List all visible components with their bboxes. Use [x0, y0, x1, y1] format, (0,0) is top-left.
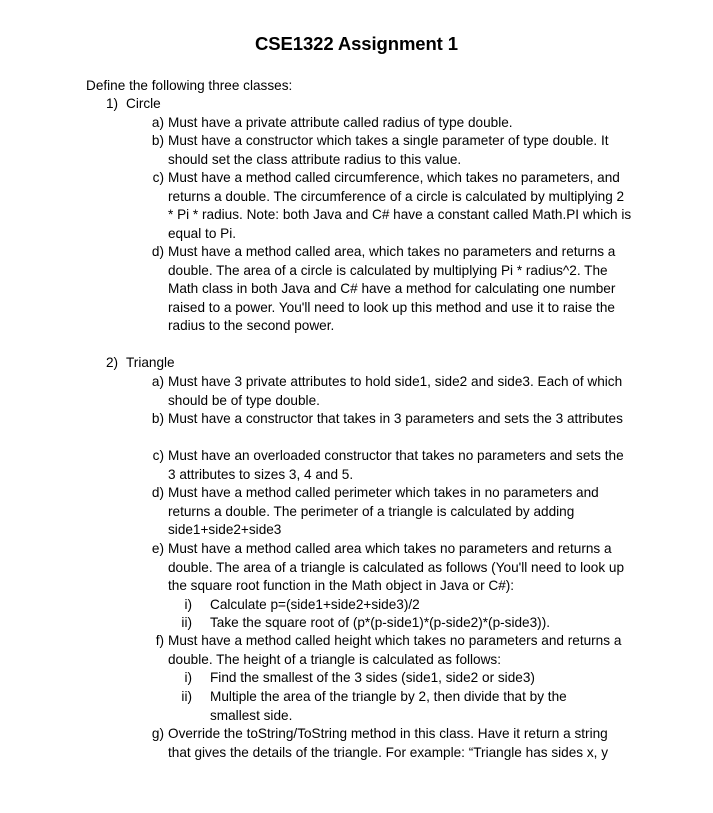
- sublist-item: Multiple the area of the triangle by 2, then divide that by the smallest side.: [210, 689, 567, 723]
- section-label-circle: Circle: [126, 96, 161, 111]
- list-marker: f): [155, 633, 164, 648]
- page-title: CSE1322 Assignment 1: [255, 33, 458, 54]
- list-marker: b): [151, 133, 164, 148]
- list-marker: c): [152, 170, 164, 185]
- list-item: Must have a private attribute called radius of type double.: [168, 115, 513, 130]
- list-item: Must have a method called area, which takes no parameters and returns a double. The area of a circle is calculated by multiplying Pi * radius^2. The Math class in both Java and C# have a method for calculating one number raised to a power. You'll need to look up this method and use it to raise the radius to the second power.: [168, 244, 616, 334]
- list-item: Override the toString/ToString method in this class. Have it return a string that gives the details of the triangle. For example: “Triangle has sides x, y: [168, 726, 608, 760]
- section-number: 2): [106, 355, 119, 370]
- list-marker: a): [151, 115, 164, 130]
- list-item: Must have a method called height which takes no parameters and returns a double. The height of a triangle is calculated as follows:: [168, 633, 622, 667]
- list-item: Must have a constructor that takes in 3 parameters and sets the 3 attributes: [168, 411, 623, 426]
- list-item: Must have a method called circumference, which takes no parameters, and returns a double. The circumference of a circle is calculated by multiplying 2 * Pi * radius. Note: both Java and C# have a constant called Math.PI which is equal to Pi.: [168, 170, 632, 241]
- list-item: Must have 3 private attributes to hold side1, side2 and side3. Each of which should be of type double.: [168, 374, 623, 408]
- intro-text: Define the following three classes:: [86, 78, 293, 93]
- list-item: Must have a constructor which takes a single parameter of type double. It should set the class attribute radius to this value.: [168, 133, 609, 167]
- section-label-triangle: Triangle: [126, 355, 175, 370]
- sublist-marker: i): [184, 597, 192, 612]
- list-marker: c): [152, 448, 164, 463]
- sublist-marker: ii): [181, 689, 192, 704]
- sublist-item: Take the square root of (p*(p-side1)*(p-side2)*(p-side3)).: [210, 615, 550, 630]
- list-item: Must have an overloaded constructor that takes no parameters and sets the 3 attributes to sizes 3, 4 and 5.: [168, 448, 624, 482]
- sublist-item: Find the smallest of the 3 sides (side1, side2 or side3): [210, 670, 535, 685]
- list-marker: a): [151, 374, 164, 389]
- list-marker: d): [151, 244, 164, 259]
- section-number: 1): [106, 96, 119, 111]
- list-marker: d): [151, 485, 164, 500]
- list-marker: e): [151, 541, 164, 556]
- list-item: Must have a method called perimeter which takes in no parameters and returns a double. The perimeter of a triangle is calculated by adding side1+side2+side3: [168, 485, 599, 538]
- sublist-marker: ii): [181, 615, 192, 630]
- list-item: Must have a method called area which takes no parameters and returns a double. The area of a triangle is calculated as follows (You'll need to look up the square root function in the Math object in Java or C#):: [168, 541, 625, 594]
- sublist-item: Calculate p=(side1+side2+side3)/2: [210, 597, 420, 612]
- list-marker: b): [151, 411, 164, 426]
- list-marker: g): [151, 726, 164, 741]
- sublist-marker: i): [184, 670, 192, 685]
